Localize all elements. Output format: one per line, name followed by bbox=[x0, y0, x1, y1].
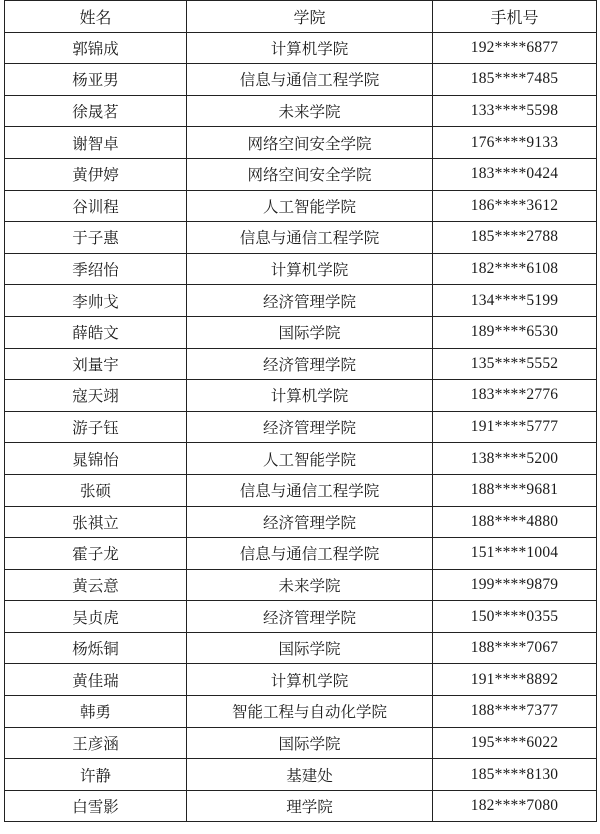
cell-name: 杨烁铜 bbox=[5, 632, 187, 664]
cell-name: 薛皓文 bbox=[5, 316, 187, 348]
table-row bbox=[5, 632, 597, 664]
cell-phone: 188****7067 bbox=[433, 632, 597, 664]
table-body bbox=[5, 32, 597, 822]
cell-phone: 176****9133 bbox=[433, 127, 597, 159]
table-row bbox=[5, 506, 597, 538]
cell-name: 游子钰 bbox=[5, 411, 187, 443]
cell-phone: 186****3612 bbox=[433, 190, 597, 222]
cell-college: 国际学院 bbox=[187, 632, 433, 664]
header-name: 姓名 bbox=[5, 1, 187, 33]
cell-college: 计算机学院 bbox=[187, 664, 433, 696]
table-row bbox=[5, 127, 597, 159]
cell-phone: 195****6022 bbox=[433, 727, 597, 759]
roster-table bbox=[4, 0, 597, 822]
cell-phone: 185****2788 bbox=[433, 222, 597, 254]
table-row bbox=[5, 190, 597, 222]
cell-name: 许静 bbox=[5, 759, 187, 791]
cell-name: 晁锦怡 bbox=[5, 443, 187, 475]
cell-college: 经济管理学院 bbox=[187, 411, 433, 443]
cell-college: 未来学院 bbox=[187, 95, 433, 127]
cell-name: 吴贞虎 bbox=[5, 601, 187, 633]
cell-phone: 185****8130 bbox=[433, 759, 597, 791]
table-row bbox=[5, 790, 597, 822]
cell-phone: 150****0355 bbox=[433, 601, 597, 633]
cut-off-text-line bbox=[4, 824, 596, 834]
cell-phone: 134****5199 bbox=[433, 285, 597, 317]
cell-college: 信息与通信工程学院 bbox=[187, 222, 433, 254]
table-row bbox=[5, 411, 597, 443]
cell-college: 计算机学院 bbox=[187, 380, 433, 412]
cell-phone: 151****1004 bbox=[433, 538, 597, 570]
cell-name: 王彦涵 bbox=[5, 727, 187, 759]
table-row bbox=[5, 64, 597, 96]
cell-name: 黄云意 bbox=[5, 569, 187, 601]
cell-phone: 189****6530 bbox=[433, 316, 597, 348]
cell-college: 国际学院 bbox=[187, 727, 433, 759]
cell-college: 计算机学院 bbox=[187, 253, 433, 285]
cell-phone: 192****6877 bbox=[433, 32, 597, 64]
table-row bbox=[5, 538, 597, 570]
cell-name: 季绍怡 bbox=[5, 253, 187, 285]
cell-name: 霍子龙 bbox=[5, 538, 187, 570]
cell-name: 刘量宇 bbox=[5, 348, 187, 380]
cell-name: 郭锦成 bbox=[5, 32, 187, 64]
cell-name: 黄佳瑞 bbox=[5, 664, 187, 696]
header-college: 学院 bbox=[187, 1, 433, 33]
cell-phone: 135****5552 bbox=[433, 348, 597, 380]
table-row bbox=[5, 348, 597, 380]
cell-phone: 138****5200 bbox=[433, 443, 597, 475]
table-row bbox=[5, 759, 597, 791]
cell-name: 谢智卓 bbox=[5, 127, 187, 159]
cell-college: 计算机学院 bbox=[187, 32, 433, 64]
cell-phone: 188****4880 bbox=[433, 506, 597, 538]
cell-phone: 182****6108 bbox=[433, 253, 597, 285]
header-row bbox=[5, 1, 597, 33]
table-row bbox=[5, 380, 597, 412]
table-row bbox=[5, 222, 597, 254]
table-row bbox=[5, 727, 597, 759]
cell-college: 信息与通信工程学院 bbox=[187, 474, 433, 506]
cell-college: 信息与通信工程学院 bbox=[187, 64, 433, 96]
cell-name: 张硕 bbox=[5, 474, 187, 506]
cell-name: 张祺立 bbox=[5, 506, 187, 538]
cell-college: 智能工程与自动化学院 bbox=[187, 696, 433, 728]
cell-name: 韩勇 bbox=[5, 696, 187, 728]
cell-college: 网络空间安全学院 bbox=[187, 158, 433, 190]
cell-college: 国际学院 bbox=[187, 316, 433, 348]
cell-phone: 191****5777 bbox=[433, 411, 597, 443]
cell-name: 徐晟茗 bbox=[5, 95, 187, 127]
cell-phone: 183****2776 bbox=[433, 380, 597, 412]
cell-phone: 188****7377 bbox=[433, 696, 597, 728]
cell-name: 于子惠 bbox=[5, 222, 187, 254]
table-row bbox=[5, 696, 597, 728]
cell-phone: 182****7080 bbox=[433, 790, 597, 822]
cell-name: 谷训程 bbox=[5, 190, 187, 222]
cell-college: 经济管理学院 bbox=[187, 285, 433, 317]
table-row bbox=[5, 285, 597, 317]
cell-phone: 183****0424 bbox=[433, 158, 597, 190]
cell-phone: 191****8892 bbox=[433, 664, 597, 696]
table-row bbox=[5, 664, 597, 696]
cell-name: 黄伊婷 bbox=[5, 158, 187, 190]
cell-name: 李帅戈 bbox=[5, 285, 187, 317]
cell-name: 白雪影 bbox=[5, 790, 187, 822]
table-row bbox=[5, 316, 597, 348]
cell-college: 人工智能学院 bbox=[187, 190, 433, 222]
table-row bbox=[5, 32, 597, 64]
cell-college: 经济管理学院 bbox=[187, 601, 433, 633]
cell-phone: 185****7485 bbox=[433, 64, 597, 96]
cell-college: 经济管理学院 bbox=[187, 348, 433, 380]
table-row bbox=[5, 253, 597, 285]
cell-phone: 188****9681 bbox=[433, 474, 597, 506]
cell-college: 理学院 bbox=[187, 790, 433, 822]
cell-college: 信息与通信工程学院 bbox=[187, 538, 433, 570]
table-row bbox=[5, 601, 597, 633]
cell-college: 基建处 bbox=[187, 759, 433, 791]
cell-name: 杨亚男 bbox=[5, 64, 187, 96]
table-row bbox=[5, 158, 597, 190]
cell-college: 人工智能学院 bbox=[187, 443, 433, 475]
table-row bbox=[5, 443, 597, 475]
cell-phone: 199****9879 bbox=[433, 569, 597, 601]
table-row bbox=[5, 95, 597, 127]
table-header bbox=[5, 1, 597, 33]
table-row bbox=[5, 569, 597, 601]
cell-college: 网络空间安全学院 bbox=[187, 127, 433, 159]
cell-name: 寇天翊 bbox=[5, 380, 187, 412]
cell-college: 经济管理学院 bbox=[187, 506, 433, 538]
cell-phone: 133****5598 bbox=[433, 95, 597, 127]
table-row bbox=[5, 474, 597, 506]
cell-college: 未来学院 bbox=[187, 569, 433, 601]
header-phone: 手机号 bbox=[433, 1, 597, 33]
